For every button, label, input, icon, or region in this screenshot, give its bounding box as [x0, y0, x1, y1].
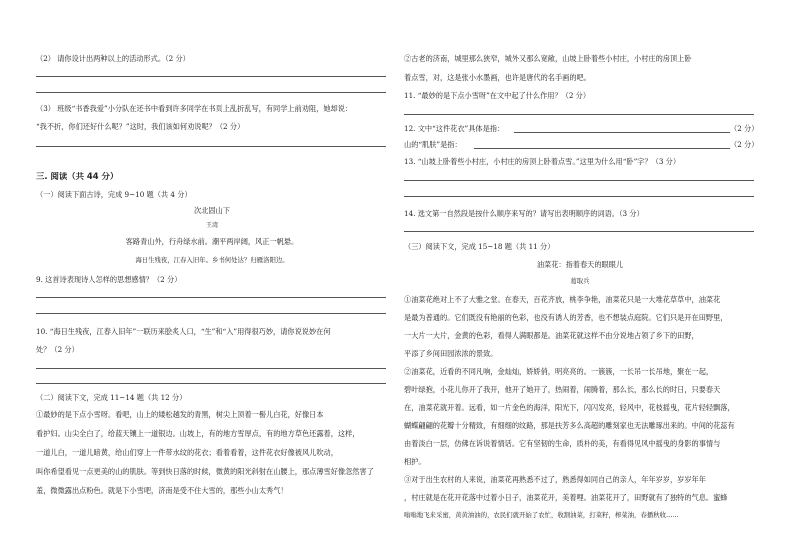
- answer-blank[interactable]: [514, 132, 730, 133]
- part-2-heading: （二）阅读下文，完成 11~14 题（共 12 分）: [36, 393, 187, 402]
- answer-line[interactable]: [36, 383, 386, 384]
- poem-author: 王湾: [205, 222, 218, 229]
- question-12-prompt-b: 山的“肌肤”是指：: [404, 140, 462, 149]
- essay-line-4: 平添了乡间田园浓浓的景致。: [404, 349, 498, 358]
- essay-line-2: 是最为普通的。它们既没有艳丽的色彩，也没有诱人的芳香，也不想装点庭院。它们只是开在田野里，: [404, 313, 728, 322]
- passage-2-line-1: ②古老的济南，城里那么狭窄，城外又那么宽敞，山坡上卧着些小村庄，小村庄的房顶上卧: [404, 54, 692, 63]
- question-3-prompt-line-2: “我不折，你们还好什么呢？”这时，我们该如何劝说呢？（2 分）: [36, 122, 245, 131]
- essay-line-5: ②油菜花，近看的不同凡响，金灿灿，娇娇俏，明亮亮的。一簇簇，一长吊一长吊地，聚在一起，: [404, 367, 714, 376]
- answer-blank[interactable]: [474, 148, 730, 149]
- question-10-prompt-line-1: 10. “海日生残夜，江春入旧年”一联历来脍炙人口，“生”和“入”用得很巧妙，请你说说妙在何: [36, 327, 331, 336]
- essay-line-1: ①油菜花绝对上不了大雅之堂。在春天，百花齐放，桃李争艳，油菜花只是一大堆花草草中，油菜花: [404, 295, 721, 304]
- answer-line[interactable]: [36, 76, 386, 77]
- answer-line[interactable]: [36, 92, 386, 93]
- passage-line-1: ①最妙的是下点小雪呀。看吧，山上的矮松越发的青黑，树尖上顶着一髻儿白花，好像日本: [36, 410, 324, 419]
- question-3-prompt-line-1: （3） 班级“书香我爱”小分队在还书中看到许多同学在书页上乱折乱写，有同学上前劝阻，她却说：: [36, 104, 353, 113]
- question-13-prompt: 13. “山坡上卧着些小村庄，小村庄的房顶上卧着点雪。”这里为什么用“卧”字？（3 分）: [404, 157, 681, 166]
- answer-line[interactable]: [36, 297, 386, 298]
- question-14-prompt: 14. 选文第一自然段是按什么顺序来写的？请写出表明顺序的词语。（3 分）: [404, 209, 644, 218]
- question-10-prompt-line-2: 处？（2 分）: [36, 345, 79, 354]
- essay-line-7: 在，油菜花就开着。远看，如一片金色的海洋，阳光下，闪闪发亮，轻风中，花枝摇曳，花片轻轻飘落，: [404, 403, 735, 412]
- part-3-heading: （三）阅读下文，完成 15~18 题（共 11 分）: [404, 242, 555, 251]
- part-1-heading: （一）阅读下面古诗，完成 9~10 题（共 4 分）: [36, 190, 192, 199]
- passage-line-2: 看护妇。山尖全白了，给蓝天镶上一道银边。山坡上，有的地方雪厚点，有的地方草色还露着，这样，: [36, 429, 360, 438]
- answer-line[interactable]: [36, 313, 386, 314]
- essay-author: 葛取兵: [570, 277, 590, 285]
- essay-line-13: 嗡嗡地飞来采蜜，黄黄油油的，农民们就开始了农忙，收割油菜，打菜籽，榨菜油，春播秋收……: [404, 511, 679, 519]
- passage-line-3: 一道儿白，一道儿暗黄，给山们穿上一件带水纹的花衣；看着看着，这件花衣好像被风儿吹动，: [36, 448, 338, 457]
- essay-line-3: 一大片一大片，金黄的色彩，看得人满眼都是。油菜花就这样不由分说地占领了乡下的田野，: [404, 331, 699, 340]
- poem-line-2: 海日生残夜，江春入旧年。乡书何处达？归雁洛阳边。: [135, 256, 289, 264]
- question-12-prompt-a: 12. 文中“这件花衣”具体是指：: [404, 124, 505, 133]
- essay-line-12: ，村庄就是在花开花落中过着小日子，油菜花开，美着哩。油菜花开了，田野就有了独特的气息。蜜蜂: [404, 493, 728, 502]
- answer-line[interactable]: [404, 196, 754, 197]
- question-2-prompt: （2） 请你设计出两种以上的活动形式。（2 分）: [36, 54, 190, 63]
- section-3-heading: 三. 阅读（共 44 分）: [36, 172, 119, 181]
- passage-2-line-2: 着点雪，对，这是张小水墨画，也许是唐代的名手画的吧。: [404, 73, 591, 82]
- essay-line-10: 相护。: [404, 457, 426, 466]
- passage-line-4: 叫你希望看见一点更美的山的肌肤。等到快日落的时候，微黄的阳光斜射在山腰上，那点薄雪好像忽然害了: [36, 467, 374, 476]
- poem-title: 次北固山下: [194, 206, 230, 215]
- essay-line-9: 由着淡白一层，仿佛在诉说着情话。它有坚韧的生命，质朴的美，有看得见风中摇曳的身影的事情与: [404, 439, 721, 448]
- question-9-prompt: 9. 这首诗表现诗人怎样的思想感情？（2 分）: [36, 275, 182, 284]
- poem-line-1: 客路青山外，行舟绿水前。潮平两岸阔，风正一帆悬。: [125, 237, 299, 246]
- passage-line-5: 羞，微微露出点粉色。就是下小雪吧，济南是受不住大雪的，那些小山太秀气！: [36, 486, 288, 495]
- question-11-prompt: 11. “最妙的是下点小雪呀”在文中起了什么作用？（2 分）: [404, 91, 591, 100]
- essay-title: 油菜花：指着春天的眼眼儿: [536, 260, 624, 269]
- essay-line-11: ③对于出生农村的人来说，油菜花再熟悉不过了，熟悉得如同自己的亲人，年年岁岁，岁岁年年: [404, 475, 706, 484]
- answer-line[interactable]: [404, 231, 754, 232]
- answer-line[interactable]: [36, 368, 386, 369]
- answer-line[interactable]: [404, 114, 754, 115]
- answer-line[interactable]: [404, 180, 754, 181]
- essay-line-6: 碧叶绿抱，小花儿你开了我开，他开了她开了，热闹着，闹腾着，那么长，那么长的时日，只要春天: [404, 385, 721, 394]
- answer-line[interactable]: [36, 146, 386, 147]
- question-12-score-b: （2 分）: [730, 140, 759, 149]
- essay-line-8: 蝴蝶翩翩的花瓣十分精致，有细细的纹路，那是扶芳多么高超的雕刻家也无法雕琢出来的。中间的花蕊有: [404, 421, 735, 430]
- question-12-score-a: （2 分）: [730, 124, 759, 133]
